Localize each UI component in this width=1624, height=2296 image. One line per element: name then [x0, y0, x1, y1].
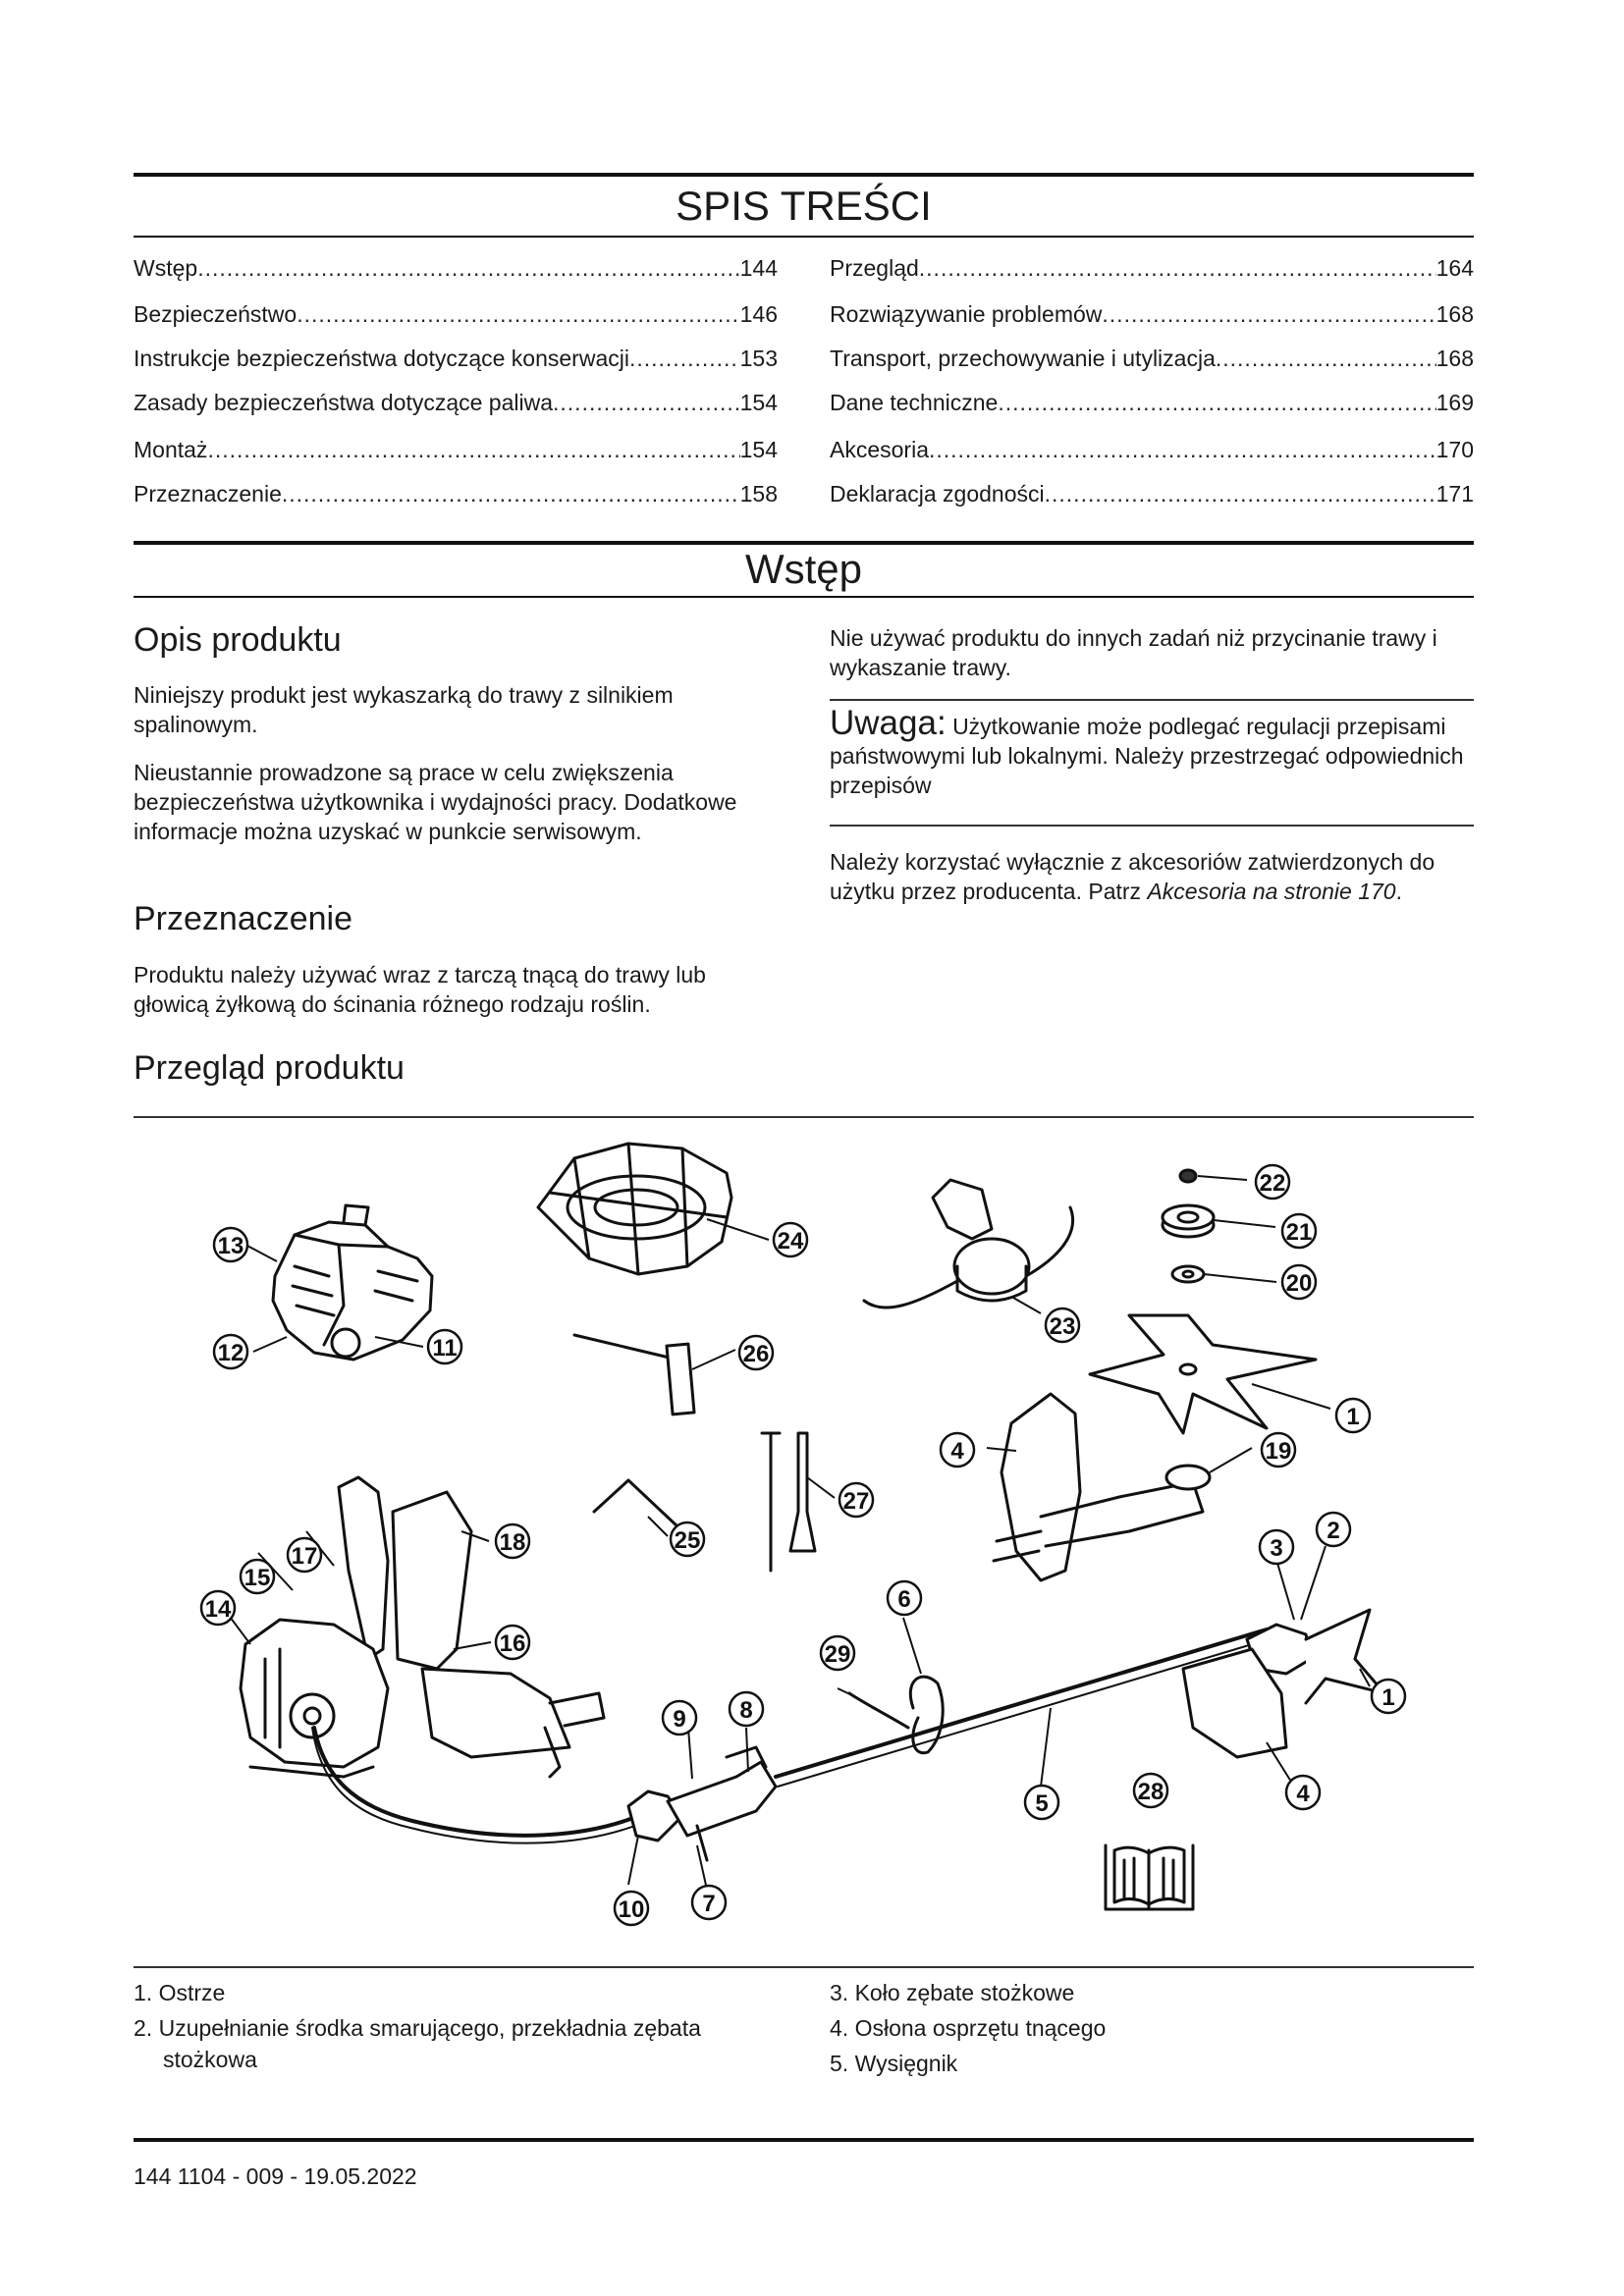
callout-13: 13	[217, 1233, 244, 1259]
callout-14: 14	[204, 1596, 232, 1623]
trimmer-head-illustration	[864, 1180, 1073, 1308]
callout-2: 2	[1326, 1518, 1340, 1544]
legend-text: Osłona osprzętu tnącego	[854, 2015, 1107, 2041]
legend-num: 4.	[830, 2015, 849, 2041]
toc-entry-page: 168	[1435, 301, 1474, 327]
legend-text: Ostrze	[158, 1980, 226, 2005]
footer-rule	[134, 2138, 1474, 2142]
przeznaczenie-paragraph: Produktu należy używać wraz z tarczą tnącą do trawy lub głowicą żyłkową do ścinania różnego rodzaju roślin.	[134, 962, 706, 1017]
toc-entry-label: Montaż	[134, 437, 208, 462]
legend-text: Uzupełnianie środka smarującego, przekładnia zębata stożkowa	[158, 2015, 701, 2072]
toc-entry-label: Wstęp	[134, 255, 198, 281]
callout-12: 12	[217, 1340, 244, 1366]
callout-11: 11	[432, 1335, 458, 1362]
callout-17: 17	[291, 1543, 318, 1570]
callout-21: 21	[1285, 1219, 1313, 1246]
toc-entry-label: Rozwiązywanie problemów	[830, 301, 1103, 327]
callout-4: 4	[950, 1438, 964, 1465]
overview-heading: Przegląd produktu	[134, 1049, 405, 1087]
legend-item	[830, 2012, 1458, 2044]
legend-num: 5.	[830, 2051, 849, 2076]
legend-num: 3.	[830, 1980, 849, 2005]
toc-entry-label: Bezpieczeństwo	[134, 301, 298, 327]
backpack-engine-illustration	[241, 1620, 388, 1777]
legend-num: 1.	[134, 1980, 153, 2005]
accessories-text: Należy korzystać wyłącznie z akcesoriów zatwierdzonych do użytku przez producenta. Patrz	[830, 849, 1435, 904]
toc-entry-label: Przeznaczenie	[134, 481, 282, 507]
callout-16: 16	[499, 1630, 526, 1657]
callout-23: 23	[1049, 1313, 1076, 1340]
legend-text: Koło zębate stożkowe	[854, 1980, 1075, 2005]
callout-7: 7	[702, 1891, 716, 1917]
toc-entry-page: 169	[1435, 390, 1474, 415]
toc-entry-page: 168	[1435, 346, 1474, 371]
callout-5: 5	[1035, 1790, 1049, 1817]
callout-1-bottom: 1	[1381, 1684, 1395, 1711]
toc-entry-page: 171	[1435, 481, 1474, 507]
accessories-link[interactable]: Akcesoria na stronie 170	[1147, 879, 1396, 904]
toc-entry-label: Instrukcje bezpieczeństwa dotyczące konserwacji	[134, 346, 629, 371]
callout-1: 1	[1346, 1404, 1360, 1430]
callout-3: 3	[1270, 1535, 1283, 1562]
opis-paragraph-2: Nieustannie prowadzone są prace w celu zwiększenia bezpieczeństwa użytkownika i wydajności pracy. Dodatkowe informacje można uzyskać w punkcie serwisowym.	[134, 760, 737, 844]
blade-guard-illustration	[538, 1144, 731, 1274]
manual-book-icon	[1106, 1845, 1193, 1909]
przeznaczenie-heading: Przeznaczenie	[134, 900, 353, 937]
accessories-period: .	[1395, 879, 1402, 904]
legend-text: Wysięgnik	[854, 2051, 958, 2076]
callout-15: 15	[244, 1565, 271, 1591]
bottom-gear-head-illustration	[1183, 1610, 1384, 1757]
callout-18: 18	[499, 1529, 526, 1556]
toc-entry-label: Akcesoria	[830, 437, 929, 462]
toc-entry-page: 146	[739, 301, 778, 327]
toc-entry-page: 170	[1435, 437, 1474, 462]
blade-fasteners-illustration	[1163, 1170, 1214, 1282]
callout-19: 19	[1265, 1438, 1292, 1465]
engine-illustration	[273, 1205, 432, 1360]
uwaga-label: Uwaga:	[830, 704, 947, 742]
toc-entry-label: Zasady bezpieczeństwa dotyczące paliwa	[134, 390, 554, 415]
toc-entry-page: 153	[739, 346, 778, 371]
section-title: Wstęp	[744, 546, 863, 592]
handle-grip-illustration	[628, 1747, 776, 1860]
callout-26: 26	[742, 1341, 770, 1367]
toc-entry-label: Przegląd	[830, 255, 919, 281]
callout-27: 27	[842, 1488, 870, 1515]
callout-20: 20	[1285, 1270, 1313, 1297]
opis-heading: Opis produktu	[134, 621, 342, 659]
toc-title: SPIS TREŚCI	[676, 183, 932, 229]
callout-28: 28	[1137, 1779, 1164, 1805]
toc-entry-page: 154	[739, 390, 778, 415]
callout-8: 8	[739, 1697, 753, 1724]
uwaga-text: Użytkowanie może podlegać regulacji przepisami państwowymi lub lokalnymi. Należy przestrzegać odpowiednich przepisów	[830, 714, 1464, 798]
opis-paragraph-1: Niniejszy produkt jest wykaszarką do trawy z silnikiem spalinowym.	[134, 682, 674, 737]
callout-9: 9	[673, 1706, 686, 1733]
callout-10: 10	[618, 1896, 645, 1923]
callout-24: 24	[777, 1228, 804, 1255]
legend-item	[830, 1977, 1458, 2008]
toc-entry-label: Transport, przechowywanie i utylizacja	[830, 346, 1216, 371]
barrier-illustration	[849, 1693, 908, 1728]
callout-25: 25	[674, 1527, 701, 1554]
legend-item	[134, 1977, 762, 2008]
toc-entry-page: 158	[739, 481, 778, 507]
toc-entry-page: 154	[739, 437, 778, 462]
toc-entry-page: 144	[739, 255, 778, 281]
callout-29: 29	[824, 1641, 851, 1668]
usage-restriction-text: Nie używać produktu do innych zadań niż przycinanie trawy i wykaszanie trawy.	[830, 625, 1437, 680]
footer-doc-id: 144 1104 - 009 - 19.05.2022	[134, 2163, 417, 2189]
toc-entry-label: Dane techniczne	[830, 390, 999, 415]
toc-entry-page: 164	[1435, 255, 1474, 281]
callout-22: 22	[1259, 1170, 1286, 1197]
callout-6: 6	[897, 1586, 911, 1613]
legend-item	[830, 2048, 1458, 2079]
callout-4-bottom: 4	[1296, 1781, 1310, 1807]
legend-rule	[134, 1966, 1474, 1968]
cutting-blade-illustration	[1090, 1315, 1316, 1433]
toc-entry-label: Deklaracja zgodności	[830, 481, 1045, 507]
legend-item	[134, 2012, 752, 2075]
legend-num: 2.	[134, 2015, 153, 2041]
